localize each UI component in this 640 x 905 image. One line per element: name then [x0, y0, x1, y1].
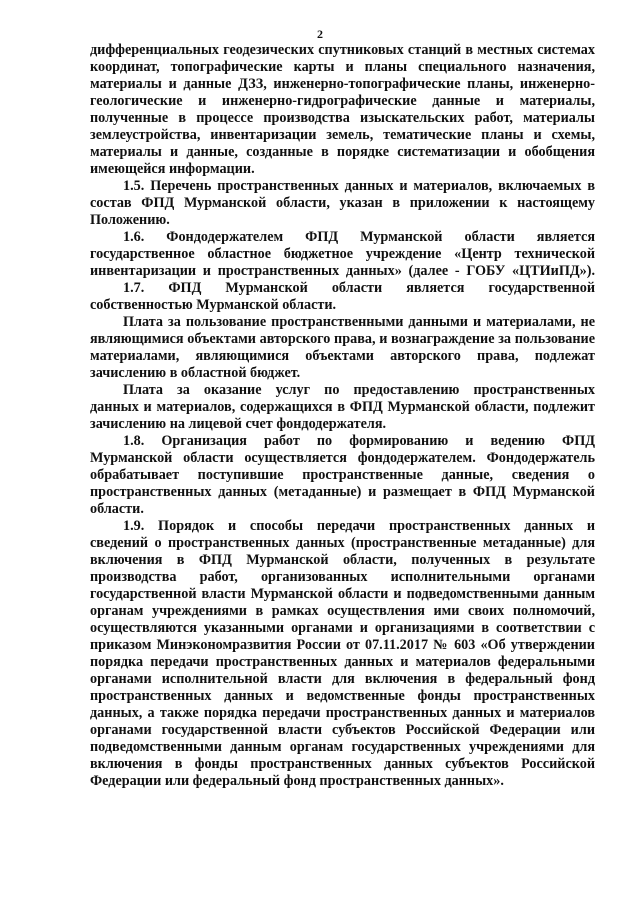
text-line: являющимися объектами авторского права, и вознаграждение за пользование — [90, 331, 595, 347]
text-line: инвентаризации и пространственных данных» (далее - ГОБУ «ЦТИиПД»). — [90, 263, 595, 279]
text-line: материалы и данные, созданные в порядке систематизации и обобщения — [90, 144, 595, 160]
text-line: пространственных данных и ведомственные фонды пространственных — [90, 688, 595, 704]
text-line: координат, топографические карты и планы специального назначения, — [90, 59, 595, 75]
text-line: приказом Минэкономразвития России от 07.11.2017 № 603 «Об утверждении — [90, 637, 595, 653]
text-line: Положению. — [90, 212, 170, 228]
text-line: землеустройства, инвентаризации земель, тематические планы и схемы, — [90, 127, 595, 143]
text-line: государственной власти Мурманской области и подведомственными данным — [90, 586, 595, 602]
text-line: 1.6. Фондодержателем ФПД Мурманской области является — [123, 229, 595, 245]
text-line: включения в ФПД Мурманской области, полученных в результате — [90, 552, 595, 568]
text-line: данных и материалов, содержащихся в ФПД Мурманской области, подлежит — [90, 399, 595, 415]
text-line: Федерации или федеральный фонд пространственных данных». — [90, 773, 504, 789]
text-line: производства работ, организованных исполнительными органами — [90, 569, 595, 585]
text-line: включения в фонды пространственных данных субъектов Российской — [90, 756, 595, 772]
document-body — [90, 42, 595, 790]
text-line: Плата за пользование пространственными данными и материалами, не — [123, 314, 595, 330]
text-line: органами государственной власти субъектов Российской Федерации или — [90, 722, 595, 738]
text-line: 1.7. ФПД Мурманской области является государственной — [123, 280, 595, 296]
text-line: материалы и данные ДЗЗ, инженерно-топографические планы, инженерно- — [90, 76, 595, 92]
text-line: 1.5. Перечень пространственных данных и материалов, включаемых в — [123, 178, 595, 194]
page-number: 2 — [317, 27, 323, 41]
text-line: геологические и инженерно-гидрографические данные и материалы, — [90, 93, 595, 109]
text-line: зачислению в областной бюджет. — [90, 365, 301, 381]
text-line: Мурманской области осуществляется фондодержателем. Фондодержатель — [90, 450, 595, 466]
text-line: собственностью Мурманской области. — [90, 297, 337, 313]
text-line: обрабатывает поступившие пространственные данные, сведения о — [90, 467, 595, 483]
text-line: пространственных данных (метаданные) и размещает в ФПД Мурманской — [90, 484, 595, 500]
text-line: зачислению на лицевой счет фондодержателя. — [90, 416, 387, 432]
text-line: порядка передачи пространственных данных и материалов федеральными — [90, 654, 595, 670]
text-line: сведений о пространственных данных (пространственные метаданные) для — [90, 535, 595, 551]
text-line: дифференциальных геодезических спутниковых станций в местных системах — [90, 42, 595, 58]
text-line: имеющейся информации. — [90, 161, 255, 177]
text-line: материалами, являющимися объектами авторского права, подлежат — [90, 348, 595, 364]
text-line: органам учреждениями в рамках осуществления ими своих полномочий, — [90, 603, 595, 619]
text-line: органами исполнительной власти для включения в федеральный фонд — [90, 671, 595, 687]
text-line: данных, а также порядка передачи пространственных данных и материалов — [90, 705, 595, 721]
text-line: 1.8. Организация работ по формированию и ведению ФПД — [123, 433, 595, 449]
text-line: государственное областное бюджетное учреждение «Центр технической — [90, 246, 595, 262]
text-line: Плата за оказание услуг по предоставлению пространственных — [123, 382, 595, 398]
text-line: области. — [90, 501, 144, 517]
text-line: состав ФПД Мурманской области, указан в приложении к настоящему — [90, 195, 595, 211]
text-line: подведомственными данным органам государственных учреждениями для — [90, 739, 595, 755]
text-line: полученные в процессе производства изыскательских работ, материалы — [90, 110, 595, 126]
text-line: 1.9. Порядок и способы передачи пространственных данных и — [123, 518, 595, 534]
text-line: осуществляются указанными органами и организациями в соответствии с — [90, 620, 595, 636]
